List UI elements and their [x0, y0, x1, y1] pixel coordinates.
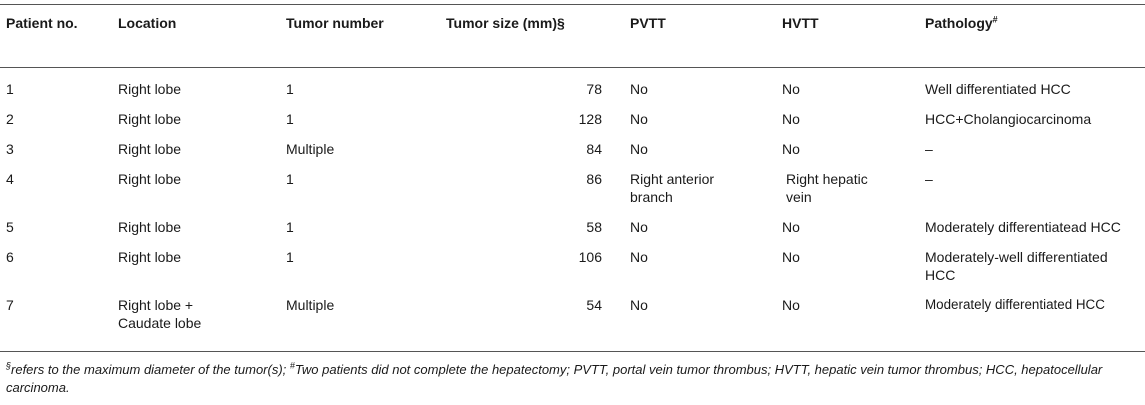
cell-hvtt: No: [782, 249, 800, 265]
table-footnote: [6, 361, 1141, 397]
cell-pathology: Well differentiated HCC: [925, 81, 1071, 97]
table-row: [0, 98, 1145, 128]
cell-tumor-size: 106: [578, 249, 602, 265]
footnote-text-abbrev: Two patients did not complete the hepatectomy; PVTT, portal vein tumor thrombus; HVTT, hepatic vein tumor thrombus; HCC, hepatocellular carcinoma.: [6, 362, 1103, 395]
cell-pathology: HCC+Cholangiocarcinoma: [925, 111, 1092, 127]
cell-patient-no: 2: [6, 111, 14, 127]
cell-location: Right lobe: [118, 249, 182, 265]
header-pathology: [925, 5, 1145, 67]
table-row: [0, 206, 1145, 236]
header-pathology-label: Pathology: [925, 15, 993, 31]
header-row: [0, 5, 1145, 67]
header-pvtt: PVTT: [630, 15, 666, 31]
cell-pathology: Moderately-well differentiated HCC: [925, 249, 1108, 283]
cell-location: Right lobe: [118, 111, 182, 127]
cell-pathology: –: [925, 141, 933, 157]
cell-tumor-size: 54: [586, 297, 602, 313]
cell-patient-no: 5: [6, 219, 14, 235]
header-location: Location: [118, 15, 177, 31]
cell-tumor-size: 128: [578, 111, 602, 127]
cell-pathology: Moderately differentiated HCC: [925, 297, 1105, 312]
cell-tumor-number: Multiple: [286, 297, 335, 313]
table-row: [0, 236, 1145, 284]
cell-pvtt: No: [630, 141, 648, 157]
cell-pvtt: No: [630, 81, 648, 97]
cell-patient-no: 4: [6, 171, 14, 187]
header-pathology-mark: #: [992, 14, 998, 25]
cell-tumor-number: 1: [286, 111, 294, 127]
table-row: [0, 128, 1145, 158]
cell-pvtt: No: [630, 249, 648, 265]
cell-hvtt: No: [782, 297, 800, 313]
cell-tumor-number: Multiple: [286, 141, 335, 157]
header-patient-no: Patient no.: [6, 15, 78, 31]
cell-patient-no: 1: [6, 81, 14, 97]
header-tumor-size: Tumor size (mm)§: [446, 15, 565, 31]
footnote-text-size: refers to the maximum diameter of the tumor(s);: [11, 362, 290, 377]
cell-tumor-number: 1: [286, 219, 294, 235]
header-tumor-number: Tumor number: [286, 15, 384, 31]
cell-pvtt: No: [630, 111, 648, 127]
cell-hvtt: No: [782, 111, 800, 127]
cell-hvtt: No: [782, 219, 800, 235]
cell-hvtt: Right hepatic vein: [786, 171, 868, 205]
patient-table: [0, 5, 1145, 332]
footnote-mark-section: §: [6, 360, 12, 371]
table-row: [0, 284, 1145, 332]
footnote-mark-hash: #: [289, 360, 295, 371]
cell-hvtt: No: [782, 141, 800, 157]
cell-location: Right lobe: [118, 141, 182, 157]
header-hvtt: HVTT: [782, 15, 819, 31]
bottom-rule: [0, 351, 1145, 352]
cell-pvtt: No: [630, 297, 648, 313]
cell-tumor-number: 1: [286, 249, 294, 265]
cell-location: Right lobe + Caudate lobe: [118, 297, 202, 331]
cell-patient-no: 3: [6, 141, 14, 157]
table-row: [0, 67, 1145, 98]
cell-tumor-size: 58: [586, 219, 602, 235]
cell-tumor-number: 1: [286, 81, 294, 97]
cell-location: Right lobe: [118, 219, 182, 235]
cell-patient-no: 6: [6, 249, 14, 265]
cell-tumor-size: 86: [586, 171, 602, 187]
cell-tumor-number: 1: [286, 171, 294, 187]
cell-pathology: –: [925, 171, 933, 187]
cell-tumor-size: 84: [586, 141, 602, 157]
cell-pathology: Moderately differentiatead HCC: [925, 219, 1121, 235]
cell-location: Right lobe: [118, 171, 182, 187]
cell-hvtt: No: [782, 81, 800, 97]
cell-patient-no: 7: [6, 297, 14, 313]
table-row: [0, 158, 1145, 206]
cell-pvtt: Right anterior branch: [630, 171, 715, 205]
cell-pvtt: No: [630, 219, 648, 235]
cell-location: Right lobe: [118, 81, 182, 97]
cell-tumor-size: 78: [586, 81, 602, 97]
